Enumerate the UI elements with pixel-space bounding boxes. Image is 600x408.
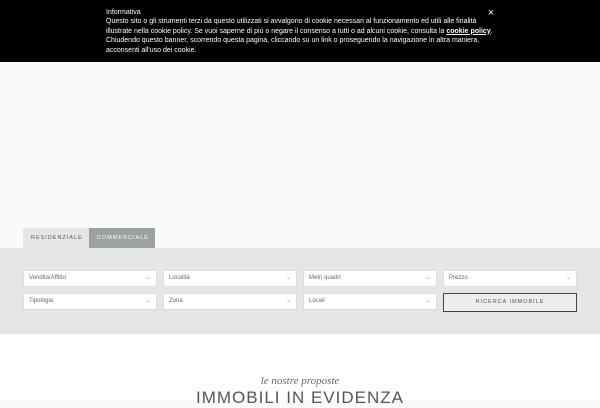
- chevron-down-icon: ⌄: [565, 275, 571, 281]
- contract-select[interactable]: [23, 270, 157, 287]
- chevron-down-icon: ⌄: [285, 275, 291, 281]
- close-icon[interactable]: ×: [487, 7, 495, 19]
- tab-commerciale[interactable]: COMMERCIALE: [89, 228, 155, 248]
- zone-select[interactable]: [163, 293, 297, 310]
- type-select[interactable]: [23, 293, 157, 310]
- chevron-down-icon: ⌄: [145, 298, 151, 304]
- sqm-select-label: Metri quadri: [309, 275, 341, 281]
- cookie-title: Informativa: [106, 9, 141, 16]
- chevron-down-icon: ⌄: [285, 298, 291, 304]
- search-tabs: [23, 228, 155, 248]
- tab-residenziale[interactable]: RESIDENZIALE: [23, 228, 89, 248]
- search-button[interactable]: RICERCA IMMOBILE: [443, 293, 577, 312]
- cookie-banner: [0, 0, 600, 62]
- search-panel: [0, 248, 600, 334]
- hero-area: [0, 62, 600, 228]
- chevron-down-icon: ⌄: [145, 275, 151, 281]
- chevron-down-icon: ⌄: [425, 298, 431, 304]
- chevron-down-icon: ⌄: [425, 275, 431, 281]
- rooms-select-label: Locali: [309, 298, 325, 304]
- price-select-label: Prezzo: [449, 275, 468, 281]
- location-select-label: Località: [169, 275, 190, 281]
- section-subtitle: le nostre proposte: [260, 375, 340, 387]
- cookie-text-part2: . Chiudendo questo banner, scorrendo questa pagina, cliccando su un link o proseguendo la navigazione in altra maniera, acconsenti all'uso dei cookie.: [106, 27, 493, 54]
- cookie-text-part1: Questo sito o gli strumenti terzi da questo utilizzati si avvalgono di cookie necessari al funzionamento ed utili alle finalità illustrate nella cookie policy. Se vuoi saperne di più o negare il consenso a tutti o ad alcuni cookie, consulta la: [106, 18, 477, 35]
- cookie-policy-link[interactable]: cookie policy: [446, 27, 491, 35]
- location-select[interactable]: [163, 270, 297, 287]
- zone-select-label: Zona: [169, 298, 183, 304]
- section-title: IMMOBILI IN EVIDENZA: [196, 388, 404, 407]
- rooms-select[interactable]: [303, 293, 437, 310]
- type-select-label: Tipologia: [29, 298, 54, 304]
- cookie-text: [106, 17, 498, 55]
- sqm-select[interactable]: [303, 270, 437, 287]
- price-select[interactable]: [443, 270, 577, 287]
- contract-select-label: Vendita/Affitto: [29, 275, 66, 281]
- featured-section: [0, 334, 600, 407]
